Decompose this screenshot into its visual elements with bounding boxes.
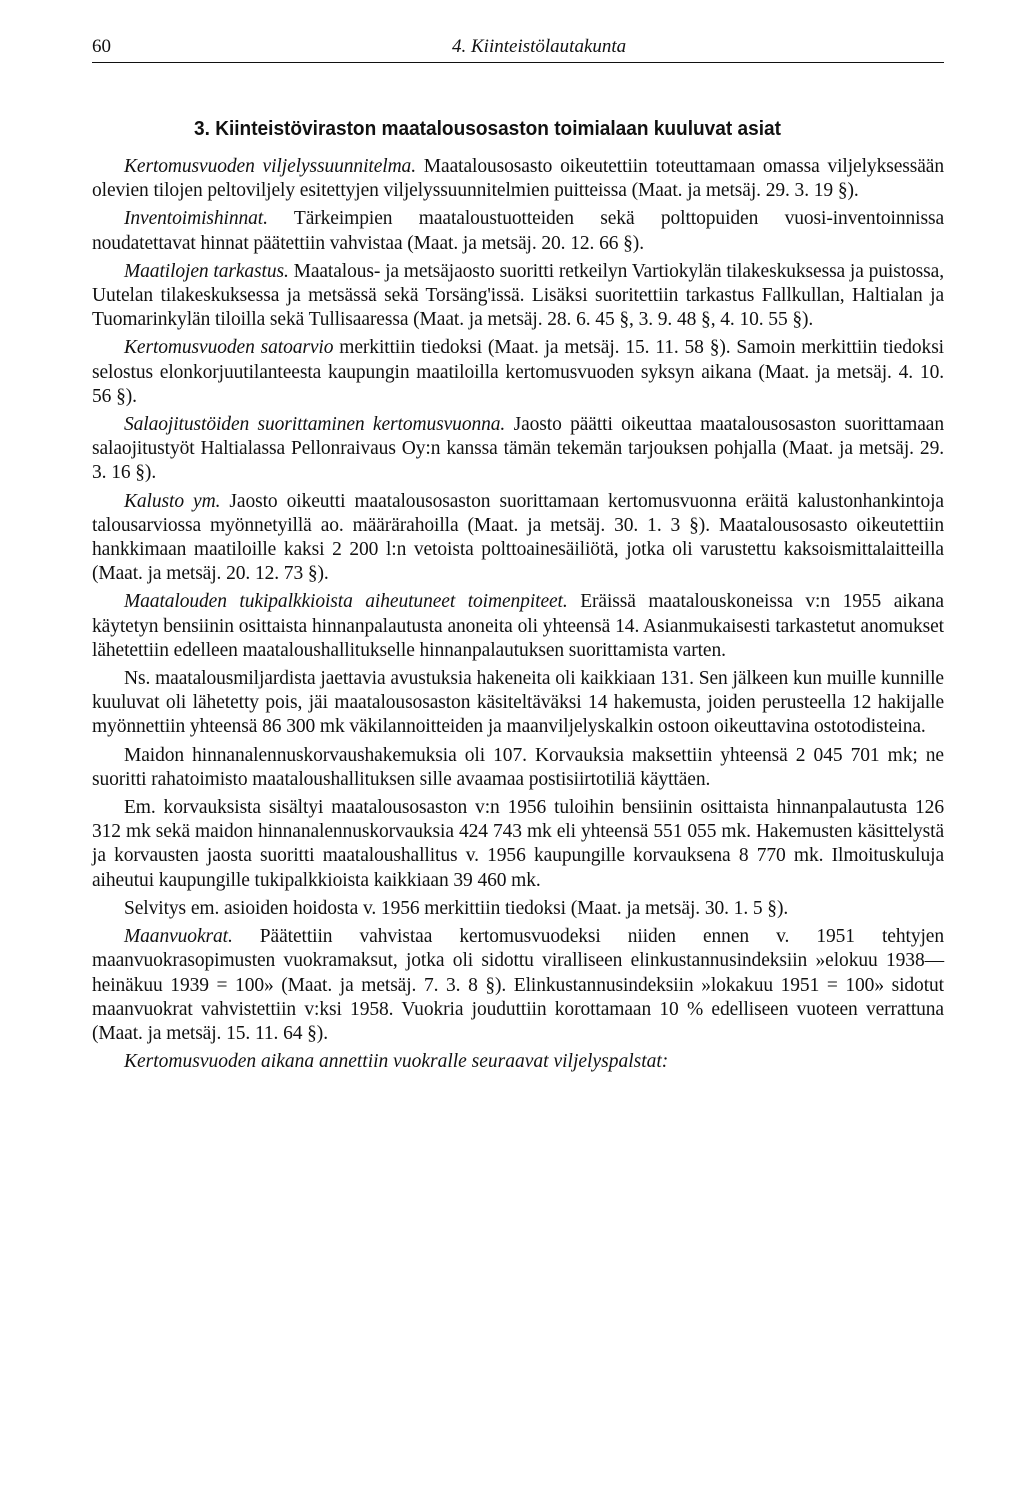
paragraph-text: Maidon hinnanalennuskorvaushakemuksia oli 107. Korvauksia maksettiin yhteensä 2 045 701 mk; ne suoritti rahatoimisto maataloushallituksen sille avaamaa postisiirtotiliä käyttäen. — [92, 744, 944, 790]
paragraph-lead: Kalusto ym. — [124, 490, 221, 512]
closing-line: Kertomusvuoden aikana annettiin vuokralle seuraavat viljelyspalstat: — [124, 1051, 669, 1073]
paragraph — [92, 336, 944, 409]
paragraph — [92, 590, 944, 663]
paragraph-text: Ns. maatalousmiljardista jaettavia avustuksia hakeneita oli kaikkiaan 131. Sen jälkeen kun muille kunnille kuuluvat oli lähetetty pois, jäi maatalousosaston käsiteltäväksi 14 hakemusta, joiden perusteella 12 hakijalle myönnettiin yhteensä 86 300 mk väkilannoitteiden ja maanviljelyskalkin ostoon oikeuttavina ostotodisteina. — [92, 668, 944, 738]
paragraph-text: Selvitys em. asioiden hoidosta v. 1956 merkittiin tiedoksi (Maat. ja metsäj. 30. 1. 5 §). — [124, 897, 789, 919]
paragraph-text: Jaosto päätti oikeuttaa maatalousosaston suorittamaan salaojitustyöt Haltialassa Pellonraivaus Oy:n kanssa tämän tekemän tarjouksen pohjalla (Maat. ja metsäj. 29. 3. 16 §). — [92, 414, 944, 484]
paragraph-text: Jaosto oikeutti maatalousosaston suorittamaan kertomusvuonna eräitä kalustonhankintoja talousarviossa myönnetyillä ao. määrärahoilla (Maat. ja metsäj. 30. 1. 3 §). Maatalousosasto oikeutettiin hankkimaan maatiloille kaksi 2 200 l:n vetoista polttoainesäiliötä, jotka oli varustettu kaksoismittalaitteilla (Maat. ja metsäj. 20. 12. 73 §). — [92, 490, 944, 585]
page-number: 60 — [92, 36, 111, 57]
paragraph — [92, 260, 944, 333]
running-title: 4. Kiinteistölautakunta — [452, 36, 627, 57]
paragraph — [92, 667, 944, 740]
paragraph — [92, 207, 944, 255]
paragraph — [92, 413, 944, 486]
running-header — [92, 30, 944, 63]
paragraph-text: Tärkeimpien maataloustuotteiden sekä polttopuiden vuosi-inventoinnissa noudatettavat hinnat päätettiin vahvistaa (Maat. ja metsäj. 20. 12. 66 §). — [92, 208, 944, 254]
body-text — [92, 155, 944, 1074]
paragraph — [92, 925, 944, 1046]
document-page — [92, 30, 944, 1074]
paragraph-text: Maatalous- ja metsäjaosto suoritti retkeilyn Vartiokylän tilakeskuksessa ja puistossa, Uutelan tilakeskuksessa ja metsässä sekä Torsäng'issä. Lisäksi suoritettiin tarkastus Fallkullan, Haltialan ja Tuomarinkylän tiloilla sekä Tullisaaressa (Maat. ja metsäj. 28. 6. 45 §, 3. 9. 48 §, 4. 10. 55 §). — [92, 260, 944, 331]
paragraph-text: merkittiin tiedoksi (Maat. ja metsäj. 15. 11. 58 §). Samoin merkittiin tiedoksi selostus elonkorjuutilanteesta kaupungin maatiloilla kertomusvuoden syksyn aikana (Maat. ja metsäj. 4. 10. 56 §). — [92, 337, 944, 407]
paragraph-lead: Kertomusvuoden viljelyssuunnitelma. — [124, 156, 416, 177]
paragraph — [92, 796, 944, 893]
paragraph-lead: Maatalouden tukipalkkioista aiheutuneet toimenpiteet. — [124, 591, 568, 613]
paragraph — [92, 155, 944, 203]
paragraph — [92, 897, 944, 921]
paragraph-lead: Maanvuokrat. — [124, 926, 233, 948]
paragraph-lead: Maatilojen tarkastus. — [124, 260, 289, 282]
paragraph-text: Päätettiin vahvistaa kertomusvuodeksi niiden ennen v. 1951 tehtyjen maanvuokrasopimusten vuokramaksut, jotka oli sidottu viralliseen elinkustannusindeksiin »elokuu 1938—heinäkuu 1939 = 100» (Maat. ja metsäj. 7. 3. 8 §). Elinkustannusindeksiin »lokakuu 1951 = 100» sidotut maanvuokrat vahvistettiin v:ksi 1958. Vuokria jouduttiin korottamaan 10 % edelliseen vuoteen verrattuna (Maat. ja metsäj. 15. 11. 64 §). — [92, 926, 944, 1044]
paragraph-text: Maatalousosasto oikeutettiin toteuttamaan omassa viljelyksessään olevien tilojen peltoviljely esitettyjen viljelyssuunnitelmien puitteissa (Maat. ja metsäj. 29. 3. 19 §). — [92, 156, 945, 202]
paragraph-text: Em. korvauksista sisältyi maatalousosaston v:n 1956 tuloihin bensiinin osittaista hinnanpalautusta 126 312 mk sekä maidon hinnanalennuskorvauksia 424 743 mk eli yhteensä 551 055 mk. Hakemusten käsittelystä ja korvausten jaosta suoritti maataloushallitus v. 1956 kaupungille korvauksena 8 770 mk. Ilmoituskuluja aiheutui kaupungille tukipalkkioista kaikkiaan 39 460 mk. — [92, 797, 944, 891]
paragraph-lead: Inventoimishinnat. — [124, 208, 268, 230]
paragraph-lead: Salaojitustöiden suorittaminen kertomusvuonna. — [124, 414, 506, 436]
paragraph-text: Eräissä maatalouskoneissa v:n 1955 aikana käytetyn bensiinin osittaista hinnanpalautusta anoneita oli yhteensä 14. Asianmukaisesti tarkastetut anomukset lähetettiin edelleen maataloushallitukselle hinnanpalautuksen suorittamista varten. — [92, 591, 944, 661]
paragraph-lead: Kertomusvuoden satoarvio — [124, 337, 334, 359]
paragraph — [92, 744, 944, 792]
paragraph — [92, 490, 944, 587]
section-heading: 3. Kiinteistöviraston maatalousosaston toimialaan kuuluvat asiat — [194, 117, 781, 140]
